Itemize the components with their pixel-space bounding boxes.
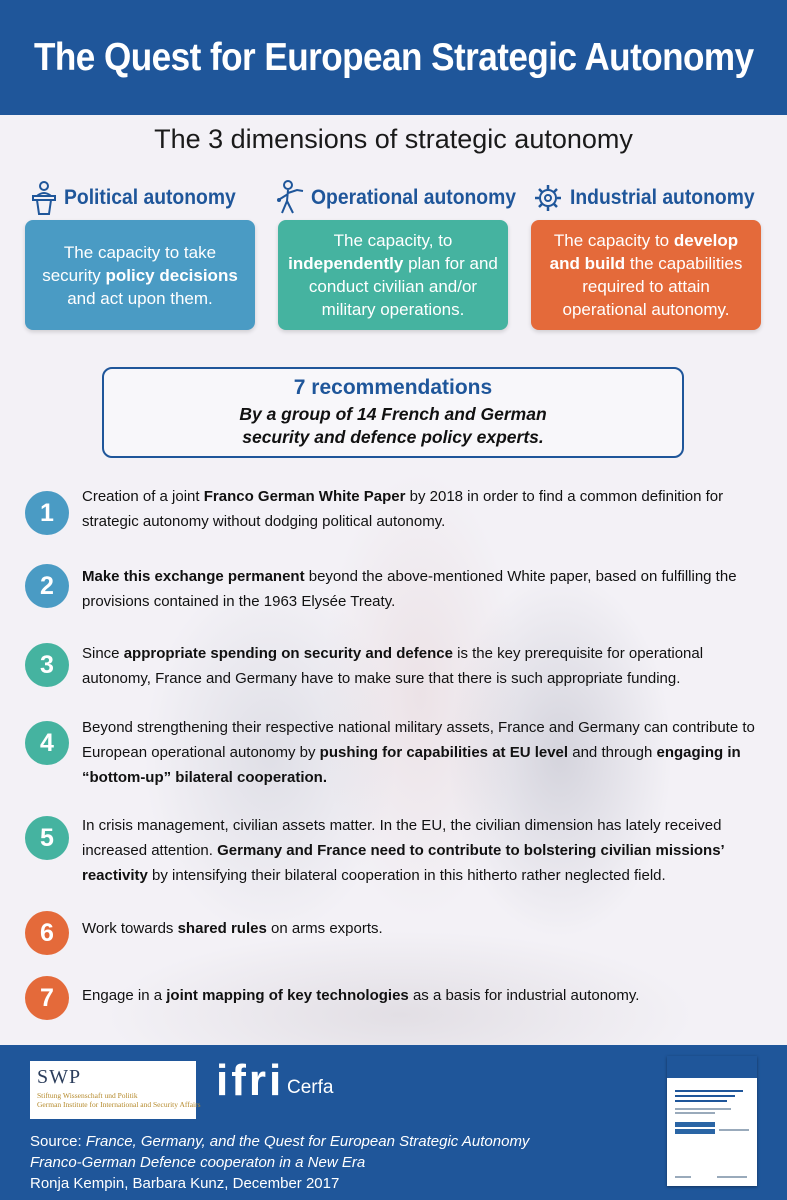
recommendations-box <box>102 367 684 458</box>
swp-logo: SWP Stiftung Wissenschaft und Politik German Institute for International and Security Affairs <box>30 1061 196 1119</box>
recommendation-number-4: 4 <box>25 721 69 765</box>
cerfa-label: Cerfa <box>287 1077 334 1098</box>
recommendation-text-5: In crisis management, civilian assets matter. In the EU, the civilian dimension has lately received increased attention. Germany and France need to contribute to bolstering civilian missions’ reactivity by intensifying their bilateral cooperation in this hitherto rather neglected field. <box>82 817 724 884</box>
recommendation-number-1: 1 <box>25 491 69 535</box>
recommendation-text-6: Work towards shared rules on arms exports. <box>82 920 383 937</box>
recommendations-title: 7 recommendations <box>293 376 493 399</box>
ifri-logo: ifri <box>216 1056 285 1105</box>
industrial-autonomy-text: The capacity to develop and build the capabilities required to attain operational autonomy. <box>549 231 743 319</box>
source-citation: Source: France, Germany, and the Quest for European Strategic Autonomy Franco-German Defence cooperaton in a New Era Ronja Kempin, Barbara Kunz, December 2017 <box>30 1133 530 1192</box>
operational-autonomy-card <box>278 220 508 330</box>
operational-autonomy-text: The capacity, to independently plan for and conduct civilian and/or military operations. <box>288 231 498 319</box>
recommendation-text-4: Beyond strengthening their respective national military assets, France and Germany can contribute to European operational autonomy by pushing for capabilities at EU level and through engaging in “bottom-up” bilateral cooperation. <box>82 719 755 786</box>
operational-autonomy-title: Operational autonomy <box>275 180 534 216</box>
page-title: The Quest for European Strategic Autonomy <box>33 35 754 79</box>
soldier-icon <box>275 180 305 216</box>
recommendation-text-1: Creation of a joint Franco German White Paper by 2018 in order to find a common definition for strategic autonomy without dodging political autonomy. <box>82 488 724 530</box>
political-autonomy-text: The capacity to take security policy decisions and act upon them. <box>42 242 238 308</box>
political-autonomy-title: Political autonomy <box>30 180 251 216</box>
recommendation-text-7: Engage in a joint mapping of key technologies as a basis for industrial autonomy. <box>82 987 640 1004</box>
speaker-podium-icon <box>30 181 58 215</box>
recommendation-number-2: 2 <box>25 564 69 608</box>
recommendation-text-2: Make this exchange permanent beyond the above-mentioned White paper, based on fulfilling the provisions contained in the 1963 Elysée Treaty. <box>82 568 737 610</box>
industrial-autonomy-title: Industrial autonomy <box>532 180 771 216</box>
recommendation-text-3: Since appropriate spending on security and defence is the key prerequisite for operational autonomy, France and Germany have to make sure that there is such appropriate funding. <box>82 645 704 687</box>
page-header <box>0 0 787 115</box>
recommendations-subtitle: By a group of 14 French and German security and defence policy experts. <box>239 404 547 447</box>
recommendation-number-7: 7 <box>25 976 69 1020</box>
political-autonomy-card <box>25 220 255 330</box>
report-cover-thumbnail <box>667 1056 757 1186</box>
recommendation-number-3: 3 <box>25 643 69 687</box>
dimensions-heading: The 3 dimensions of strategic autonomy <box>154 124 633 154</box>
industrial-autonomy-card <box>531 220 761 330</box>
gear-wrench-icon <box>532 182 564 214</box>
recommendation-number-5: 5 <box>25 816 69 860</box>
recommendation-number-6: 6 <box>25 911 69 955</box>
